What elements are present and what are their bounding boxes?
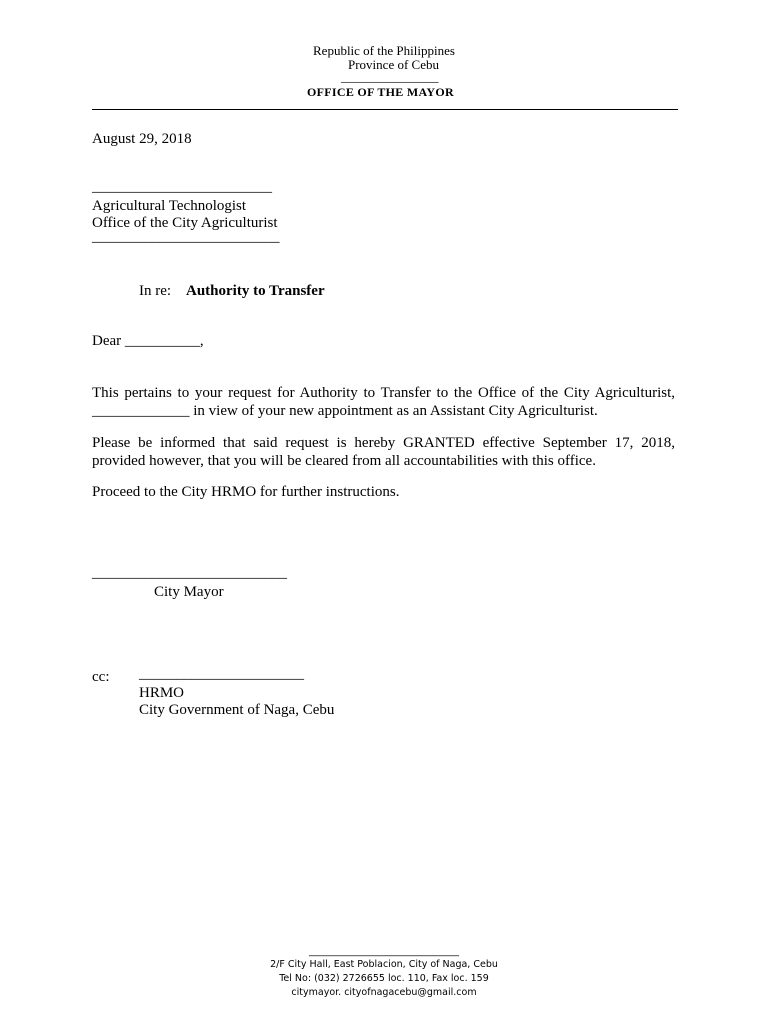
header-divider bbox=[92, 109, 678, 110]
cc-organization: City Government of Naga, Cebu bbox=[139, 702, 335, 718]
header-office-title: OFFICE OF THE MAYOR bbox=[307, 85, 454, 99]
addressee-name-blank: ________________________ bbox=[92, 179, 272, 195]
header-province-underline: _______________ bbox=[341, 69, 439, 84]
header-province: Province of Cebu bbox=[348, 57, 439, 72]
salutation: Dear __________, bbox=[92, 333, 204, 349]
signature-line: __________________________ bbox=[92, 565, 287, 581]
body-paragraph-3: Proceed to the City HRMO for further instructions. bbox=[92, 484, 400, 500]
cc-label: cc: bbox=[92, 669, 110, 685]
body-paragraph-1: This pertains to your request for Authority to Transfer to the Office of the City Agriculturist, _____________ in view of your new appointment as an Assistant City Agriculturist. bbox=[92, 385, 675, 419]
footer-address: 2/F City Hall, East Poblacion, City of Naga, Cebu bbox=[270, 959, 498, 970]
subject-text: Authority to Transfer bbox=[186, 283, 325, 299]
footer-email: citymayor. cityofnagacebu@gmail.com bbox=[291, 987, 477, 998]
addressee-position: Agricultural Technologist bbox=[92, 198, 247, 214]
subject-prefix: In re: bbox=[139, 283, 172, 299]
addressee-office: Office of the City Agriculturist bbox=[92, 215, 278, 231]
footer-phone: Tel No: (032) 2726655 loc. 110, Fax loc. 159 bbox=[279, 973, 489, 984]
cc-office: HRMO bbox=[139, 685, 185, 701]
cc-blank: ______________________ bbox=[139, 666, 304, 682]
addressee-line-blank: _________________________ bbox=[92, 229, 280, 245]
footer-line: ______________________________ bbox=[309, 946, 459, 957]
letter-date: August 29, 2018 bbox=[92, 131, 192, 147]
body-paragraph-2: Please be informed that said request is hereby GRANTED effective September 17, 2018, provided however, that you will be cleared from all accountabilities with this office. bbox=[92, 435, 675, 469]
header-republic: Republic of the Philippines bbox=[313, 43, 455, 58]
signature-title: City Mayor bbox=[154, 584, 224, 600]
